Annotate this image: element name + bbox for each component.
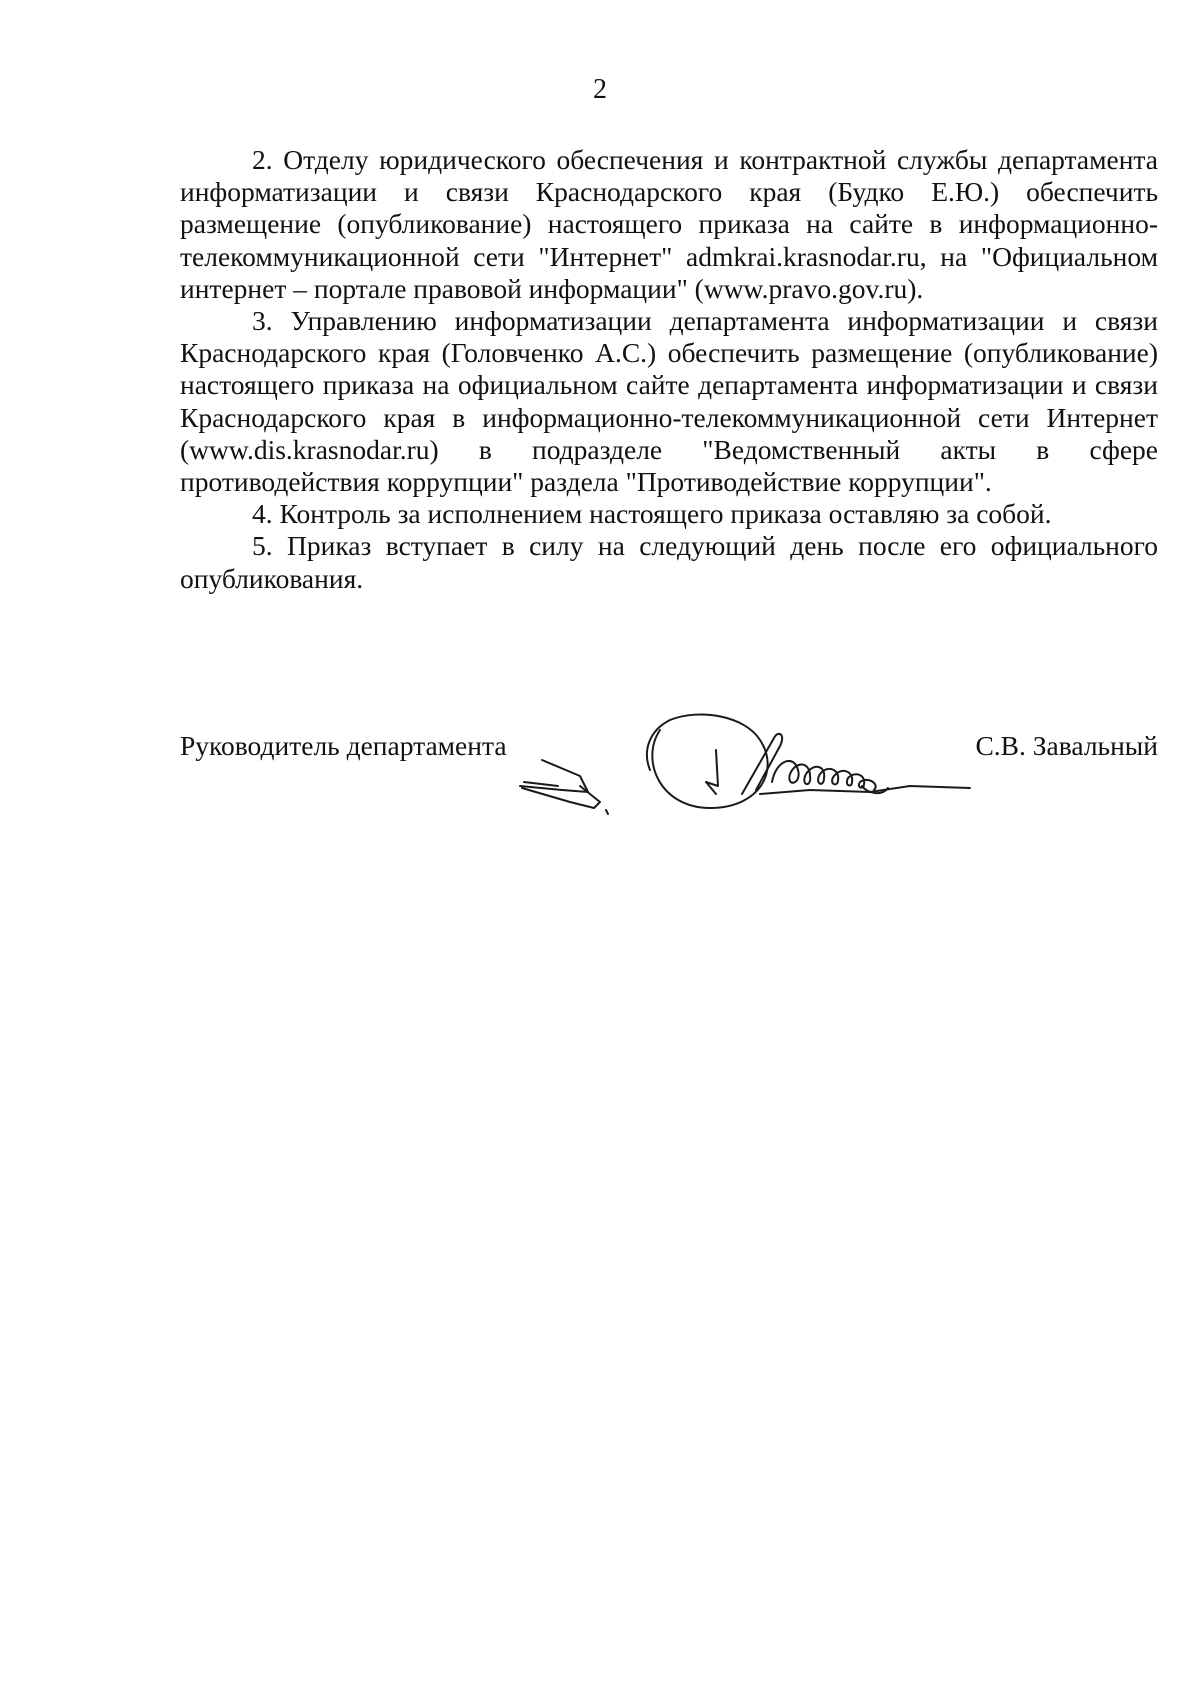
document-body (180, 144, 1158, 595)
signatory-name: С.В. Завальный (975, 730, 1158, 761)
signature-block (180, 698, 1158, 838)
paragraph-5: 5. Приказ вступает в силу на следующий день после его официального опубликования. (180, 530, 1158, 594)
signatory-title: Руководитель департамента (180, 730, 507, 761)
paragraph-2: 2. Отделу юридического обеспечения и контрактной службы департамента информатизации и связи Краснодарского края (Будко Е.Ю.) обеспечить размещение (опубликование) настоящего приказа на сайте в информационно-телекоммуникационной сети "Интернет" admkrai.krasnodar.ru, на "Официальном интернет – портале правовой информации" (www.pravo.gov.ru). (180, 144, 1158, 304)
handwritten-signature (510, 690, 1030, 820)
paragraph-4: 4. Контроль за исполнением настоящего приказа оставляю за собой. (252, 498, 1052, 530)
page-number: 2 (593, 74, 607, 105)
paragraph-3: 3. Управлению информатизации департамента информатизации и связи Краснодарского края (Головченко А.С.) обеспечить размещение (опубликование) настоящего приказа на официальном сайте департамента информатизации и связи Краснодарского края в информационно-телекоммуникационной сети Интернет (www.dis.krasnodar.ru) в подразделе "Ведомственный акты в сфере противодействия коррупции" раздела "Противодействие коррупции". (180, 305, 1158, 498)
